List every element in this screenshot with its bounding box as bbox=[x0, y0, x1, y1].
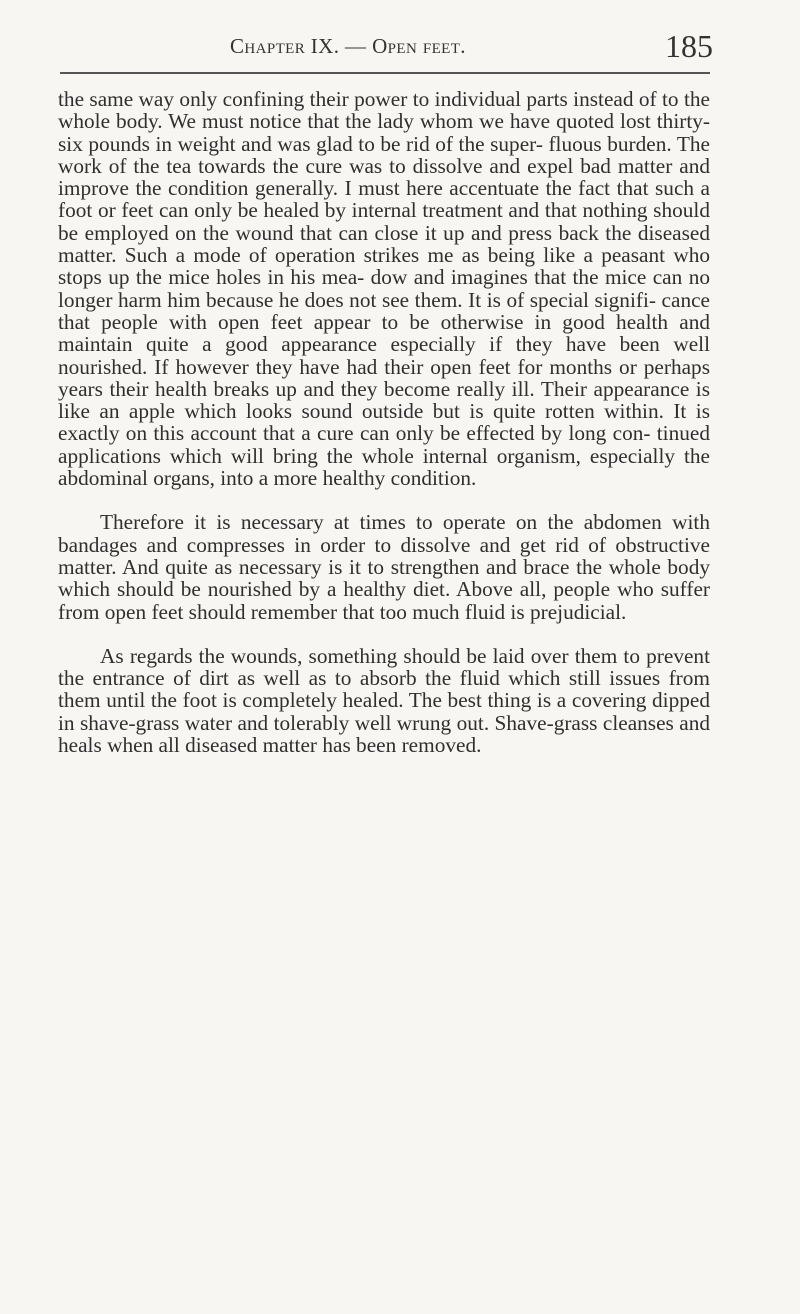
page-number: 185 bbox=[665, 28, 713, 64]
paragraph-3: As regards the wounds, something should be laid over them to prevent the entrance of dirt as well as to absorb the fluid which still issues from them until the foot is completely healed. The best thing is a covering dipped in shave-grass water and tolerably well wrung out. Shave-grass cleanses and heals when all diseased matter has been removed. bbox=[58, 643, 710, 758]
paragraph-2: Therefore it is necessary at times to operate on the abdomen with bandages and compresses in order to dissolve and get rid of obstructive matter. And quite as necessary is it to strengthen and brace the whole body which should be nourished by a healthy diet. Above all, people who suffer from open feet should remember that too much fluid is prejudicial. bbox=[58, 510, 710, 624]
header-rule bbox=[60, 72, 710, 74]
running-head: Chapter IX. — Open feet. bbox=[230, 34, 466, 58]
page-header bbox=[58, 28, 713, 76]
paragraph-1: the same way only confining their power to individual parts instead of to the whole body. We must notice that the lady whom we have quoted lost thirty-six pounds in weight and was glad to be rid of the super- fluous burden. The work of the tea towards the cure was to dissolve and expel bad matter and improve the condition generally. I must here accentuate the fact that such a foot or feet can only be healed by internal treatment and that nothing should be employed on the wound that can close it up and press back the diseased matter. Such a mode of operation strikes me as being like a peasant who stops up the mice holes in his mea- dow and imagines that the mice can no longer harm him because he does not see them. It is of special signifi- cance that people with open feet appear to be otherwise in good health and maintain quite a good appearance especially if they have been well nourished. If however they have had their open feet for months or perhaps years their health breaks up and they become really ill. Their appearance is like an apple which looks sound outside but is quite rotten within. It is exactly on this account that a cure can only be effected by long con- tinued applications which will bring the whole internal organism, especially the abdominal organs, into a more healthy condition. bbox=[58, 87, 710, 491]
body-text bbox=[58, 88, 710, 756]
